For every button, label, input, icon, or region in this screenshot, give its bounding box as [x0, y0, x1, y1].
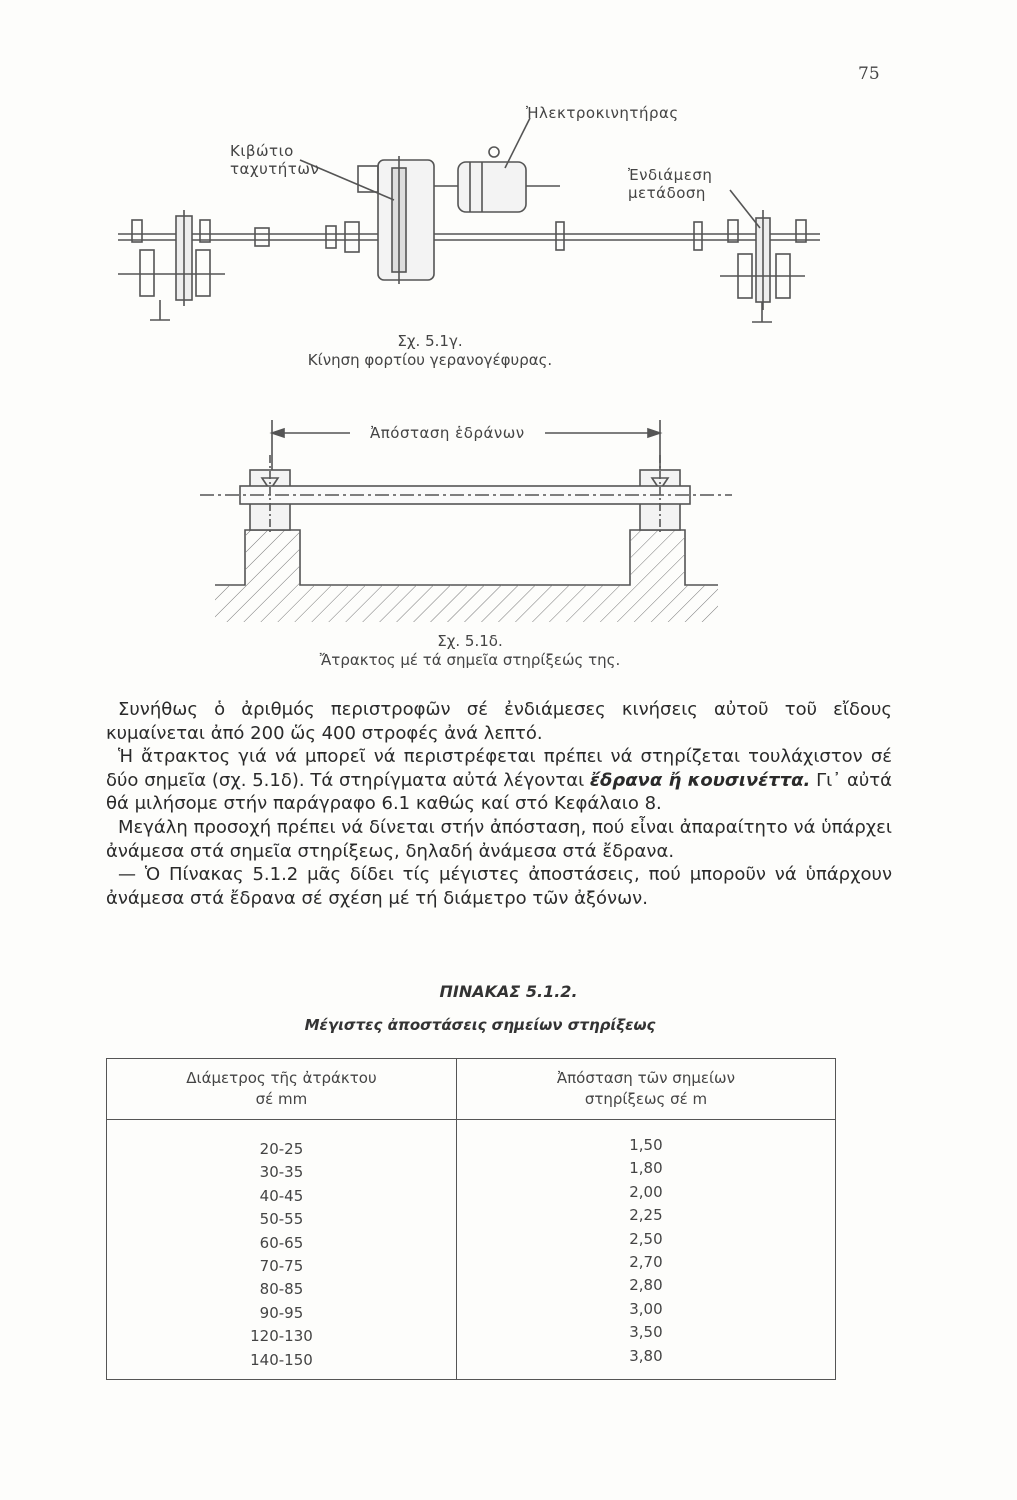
distance-cell: 2,80: [629, 1276, 663, 1295]
paragraph-4: — Ὁ Πίνακας 5.1.2 μᾶς δίδει τίς μέγιστες ἀποστάσεις, πού μποροῦν νά ὑπάρχουν ἀνάμεσα στά ἔδρανα σέ σχέση μέ τή διάμετρο τῶν ἀξόνων.: [106, 864, 892, 909]
diameter-cell: 70-75: [259, 1256, 304, 1275]
diameter-cell: 30-35: [259, 1163, 304, 1182]
bold-term: ἔδρανα ἤ κουσινέττα.: [589, 769, 811, 791]
caption-number: Σχ. 5.1γ.: [397, 332, 463, 350]
diameter-cell: 40-45: [259, 1186, 304, 1205]
support-distance-table: [106, 1058, 836, 1380]
distance-column: [456, 1120, 835, 1380]
transmission-label: Ἐνδιάμεση μετάδοση: [628, 166, 713, 202]
diameter-column: [107, 1120, 457, 1380]
table-header-row: [107, 1059, 836, 1120]
caption-text: Κίνηση φορτίου γερανογέφυρας.: [307, 351, 553, 369]
caption-number: Σχ. 5.1δ.: [437, 632, 503, 650]
page-number: 75: [858, 64, 880, 84]
distance-cell: 1,80: [629, 1159, 663, 1178]
header-distance: Ἀπόσταση τῶν σημείων στηρίξεως σέ m: [456, 1059, 835, 1120]
diameter-cell: 50-55: [259, 1210, 304, 1229]
diameter-cell: 80-85: [259, 1280, 304, 1299]
table-body: [107, 1120, 836, 1380]
distance-cell: 2,50: [629, 1229, 663, 1248]
diameter-cell: 60-65: [259, 1233, 304, 1252]
distance-cell: 3,00: [629, 1299, 663, 1318]
distance-cell: 3,50: [629, 1323, 663, 1342]
distance-cell: 2,70: [629, 1252, 663, 1271]
table-title: ΠΙΝΑΚΑΣ 5.1.2.: [439, 982, 578, 1001]
diameter-cell: 20-25: [259, 1140, 304, 1158]
table-subtitle: Μέγιστες ἀποστάσεις σημείων στηρίξεως: [304, 1016, 656, 1034]
figure-5-1d-caption: [260, 632, 680, 670]
distance-cell: 3,80: [629, 1346, 663, 1365]
header-diameter: Διάμετρος τῆς ἀτράκτου σέ mm: [107, 1059, 457, 1120]
diameter-cell: 90-95: [259, 1303, 304, 1322]
caption-text: Ἄτρακτος μέ τά σημεῖα στηρίξεώς της.: [319, 651, 621, 669]
body-text: [106, 698, 892, 910]
diameter-cell: 120-130: [250, 1327, 313, 1346]
distance-cell: 2,00: [629, 1182, 663, 1201]
paragraph-2: Ἡ ἄτρακτος γιά νά μπορεῖ νά περιστρέφεται πρέπει νά στηρίζεται τουλάχιστον σέ δύο σημεῖα (σχ. 5.1δ). Τά στηρίγματα αὐτά λέγονται ἔδρανα ἤ κουσινέττα. Γι᾽ αὐτά θά μιλήσομε στήν παράγραφο 6.1 καθώς καί στό Κεφάλαιο 8.: [106, 746, 893, 815]
paragraph-1: Συνήθως ὁ ἀριθμός περιστροφῶν σέ ἐνδιάμεσες κινήσεις αὐτοῦ τοῦ εἴδους κυμαίνεται ἀπό 200 ὥς 400 στροφές ἀνά λεπτό.: [106, 699, 892, 744]
bearing-distance-label: Ἀπόσταση ἑδράνων: [370, 424, 525, 442]
distance-cell: 1,50: [629, 1136, 663, 1154]
motor-label: Ἠλεκτροκινητήρας: [526, 104, 679, 122]
paragraph-3: Μεγάλη προσοχή πρέπει νά δίνεται στήν ἀπόσταση, πού εἶναι ἀπαραίτητο νά ὑπάρχει ἀνάμεσα στά σημεῖα στηρίξεως, δηλαδή ἀνάμεσα στά ἔδρανα.: [106, 816, 892, 862]
diameter-cell: 140-150: [250, 1350, 313, 1369]
gearbox-label: Κιβώτιο ταχυτήτων: [230, 142, 320, 178]
distance-cell: 2,25: [629, 1206, 663, 1225]
